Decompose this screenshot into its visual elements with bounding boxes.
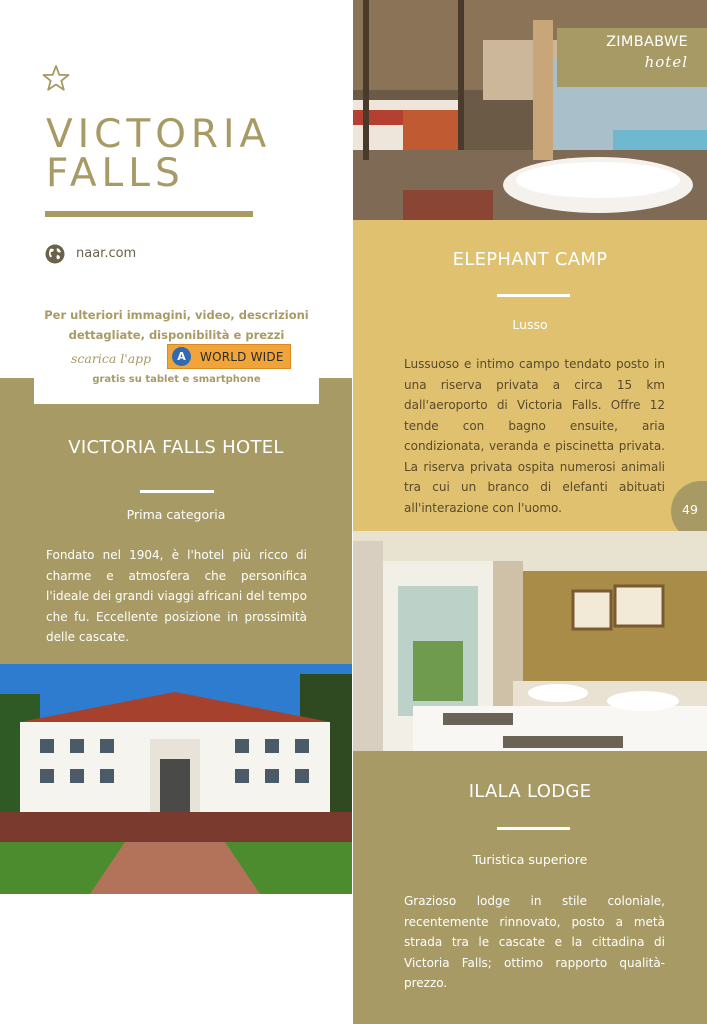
section-label: hotel — [644, 53, 688, 71]
page-number: 49 — [682, 502, 698, 517]
country-tag — [557, 28, 707, 87]
country-label: ZIMBABWE — [606, 34, 688, 50]
victoria-falls-hotel-description: Fondato nel 1904, è l'hotel più ricco di charme e atmosfera che personifica l'ideale dei grandi viaggi africani del tempo che fu. Eccellente posizione in prossimità delle cascate. — [46, 548, 307, 644]
page-title-line2: FALLS — [46, 151, 185, 196]
ilala-lodge-title: ILALA LODGE — [468, 781, 592, 802]
ilala-lodge-category: Turistica superiore — [472, 852, 588, 867]
promo-text-line1: Per ulteriori immagini, video, descrizioni — [44, 308, 309, 322]
app-icon: A — [172, 347, 191, 366]
victoria-falls-hotel-category: Prima categoria — [126, 507, 226, 522]
promo-download-text: scarica l'app — [71, 351, 152, 366]
promo-text-line2: dettagliate, disponibilità e prezzi — [68, 328, 285, 342]
promo-text-line3: gratis su tablet e smartphone — [92, 374, 261, 385]
victoria-falls-hotel-divider — [140, 490, 214, 493]
ilala-lodge-photo — [353, 531, 707, 751]
elephant-camp-description: Lussuoso e intimo campo tendato posto in una riserva privata a circa 15 km dall'aeroporto di Victoria Falls. Offre 12 tende con bagno ensuite, aria condizionata, veranda e piscinetta privata. La riserva privata ospita numerosi animali tra cui un branco di elefanti abituati all'interazione con l'uomo. — [404, 357, 665, 515]
elephant-camp-title: ELEPHANT CAMP — [452, 249, 608, 270]
victoria-falls-hotel-title: VICTORIA FALLS HOTEL — [68, 437, 284, 458]
title-underline — [45, 211, 253, 217]
star-icon — [42, 64, 70, 92]
elephant-camp-divider — [497, 294, 570, 297]
page-title — [46, 112, 336, 196]
app-name: WORLD WIDE — [200, 350, 284, 364]
website-link[interactable]: naar.com — [76, 246, 137, 261]
ilala-lodge-divider — [497, 827, 570, 830]
page-title-line1: VICTORIA — [46, 112, 272, 157]
globe-icon — [45, 244, 65, 264]
app-download-badge[interactable] — [167, 344, 291, 369]
promo-box — [34, 298, 319, 404]
elephant-camp-category: Lusso — [512, 317, 548, 332]
victoria-falls-hotel-photo — [0, 664, 352, 894]
ilala-lodge-description: Grazioso lodge in stile coloniale, recentemente rinnovato, posto a metà strada tra le cascate e la cittadina di Victoria Falls; ottimo rapporto qualità-prezzo. — [404, 894, 665, 990]
